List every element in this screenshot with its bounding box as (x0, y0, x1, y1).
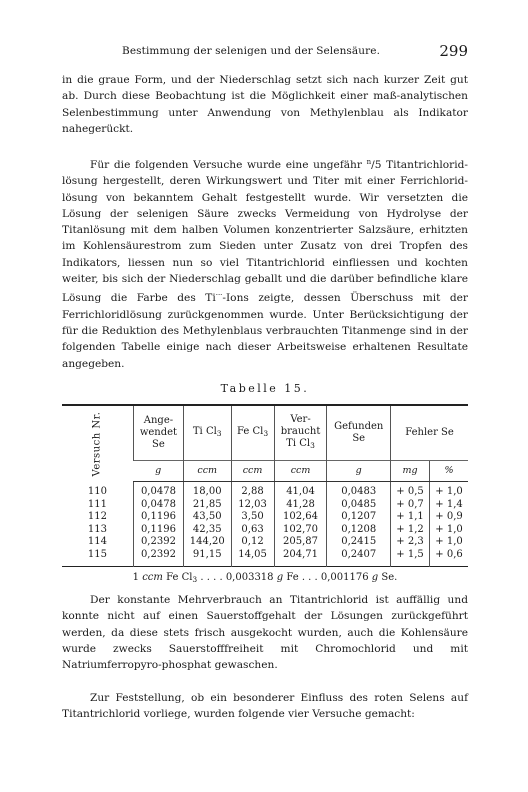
table-title: Tabelle 15. (220, 382, 310, 395)
cell: 14,05 (231, 549, 274, 566)
cell: + 2,3 (391, 536, 430, 549)
cell: 91,15 (183, 549, 231, 566)
cell: 0,2392 (133, 536, 183, 549)
cell: 3,50 (231, 511, 274, 524)
unit-ticl3: ccm (183, 461, 231, 482)
cell: + 0,9 (430, 511, 468, 524)
cell: 43,50 (183, 511, 231, 524)
fraction-denominator: /5 (371, 159, 382, 171)
cell: 21,85 (183, 499, 231, 512)
cell: 41,04 (274, 482, 327, 499)
cell: 42,35 (183, 524, 231, 537)
table-15 (62, 404, 468, 567)
unit-fecl3: ccm (231, 461, 274, 482)
cell: 0,0478 (133, 499, 183, 512)
table-row (62, 511, 468, 524)
cell: 0,1196 (133, 511, 183, 524)
cell: 0,0485 (327, 499, 391, 512)
cell: 2,88 (231, 482, 274, 499)
unit-gefunden: g (327, 461, 391, 482)
cell: 113 (87, 523, 107, 535)
running-title: Bestimmung der selenigen und der Selensäure. (122, 45, 381, 57)
paragraph-3: Der konstante Mehrverbrauch an Titantrichlorid ist auffällig und konnte nicht auf einen Sauerstoffgehalt der Lösungen zurückgeführt werden, da diese stets frisch ausgekocht wurden, auch die Kohlensäure wurde zwecks Sauerstofffreiheit mit Chromochlorid und mit Natriumferropyro-phosphat gewaschen. (62, 594, 468, 672)
cell: 0,0478 (133, 482, 183, 499)
unit-angewendet: g (133, 461, 183, 482)
table-row (62, 482, 468, 499)
paragraph-1: in die graue Form, und der Niederschlag setzt sich nach kurzer Zeit gut ab. Durch diese Beobachtung ist die Möglichkeit einer maß-analytischen Selenbestimmung unter Anwendung von Methylenblau als Indikator nahegerückt. (62, 74, 468, 135)
results-table (62, 404, 468, 567)
col-header-fecl3: Fe $Cl_3$ (231, 405, 274, 461)
cell: 0,0483 (327, 482, 391, 499)
cell: 0,2392 (133, 549, 183, 566)
paragraph-2 (62, 154, 468, 372)
cell: + 1,1 (391, 511, 430, 524)
cell: + 0,7 (391, 499, 430, 512)
table-footnote: 1 ccm Fe $Cl_3$ . . . . 0,003318 g Fe . . . 0,001176 g Se. (132, 572, 398, 584)
col-header-versuch: Versuch Nr. (91, 411, 103, 477)
cell: 0,1196 (133, 524, 183, 537)
cell: 111 (87, 498, 107, 510)
col-header-ticl3: Ti $Cl_3$ (183, 405, 231, 461)
unit-fehler-percent: % (430, 461, 468, 482)
cell: 0,2407 (327, 549, 391, 566)
cell: 115 (87, 548, 107, 560)
cell: 102,70 (274, 524, 327, 537)
cell: 41,28 (274, 499, 327, 512)
table-row (62, 524, 468, 537)
cell: 0,1208 (327, 524, 391, 537)
cell: + 1,0 (430, 482, 468, 499)
col-header-gefunden: Gefunden Se (327, 405, 391, 461)
paragraph-4: Zur Feststellung, ob ein besonderer Einfluss des roten Selens auf Titantrichlorid vorliege, wurden folgende vier Versuche gemacht: (62, 692, 468, 721)
cell: + 0,5 (391, 482, 430, 499)
paragraph-2-text-c: -Ions zeigte, dessen Überschuss mit der Ferrichloridlösung zurückgenommen wurde. Unter Berücksichtigung der für die Reduktion des Methylenblaus verbrauchten Titanmenge sind in der folgenden Tabelle einige nach dieser Arbeitsweise erhaltenen Resultate angegeben. (62, 292, 468, 370)
cell: 112 (87, 511, 107, 523)
unit-verbraucht: ccm (274, 461, 327, 482)
col-header-angewendet: Ange- wendet Se (133, 405, 183, 461)
cell: 12,03 (231, 499, 274, 512)
col-header-verbraucht: Ver- braucht Ti $Cl_3$ (274, 405, 327, 461)
page-number: 299 (439, 42, 468, 60)
cell: + 1,4 (430, 499, 468, 512)
table-row (62, 536, 468, 549)
cell: + 0,6 (430, 549, 468, 566)
cell: 204,71 (274, 549, 327, 566)
paragraph-2-text-b: Titantrichlorid-lösung hergestellt, deren Wirkungswert und Titer mit einer Ferrichlorid-lösung von bekanntem Gehalt festgestellt wurde. Wir versetzten die Lösung der selenigen Säure zwecks Vermeidung von Hydrolyse der Titanlösung mit dem halben Volumen konzentrierter Salzsäure, erhitzten im Kohlensäurestrom zum Sieden unter Zusatz von drei Tropfen des Indikators, liessen nun so viel Titantrichlorid einfliessen und kochten weiter, bis sich der Niederschlag geballt und die darüber befindliche klare Lösung die Farbe des Ti (62, 159, 468, 305)
cell: + 1,0 (430, 536, 468, 549)
table-row (62, 549, 468, 566)
cell: + 1,5 (391, 549, 430, 566)
cell: + 1,2 (391, 524, 430, 537)
running-header (62, 42, 468, 60)
cell: 102,64 (274, 511, 327, 524)
fraction-numerator: n (366, 158, 372, 166)
cell: 110 (87, 485, 107, 497)
paragraph-2-text-a: Für die folgenden Versuche wurde eine ungefähr (90, 159, 367, 171)
cell: 0,12 (231, 536, 274, 549)
cell: 0,63 (231, 524, 274, 537)
cell: 144,20 (183, 536, 231, 549)
cell: 205,87 (274, 536, 327, 549)
ion-charge: ··· (215, 291, 223, 300)
cell: 114 (87, 536, 107, 548)
cell: 0,2415 (327, 536, 391, 549)
table-row (62, 499, 468, 512)
unit-fehler-mg: mg (391, 461, 430, 482)
cell: 18,00 (183, 482, 231, 499)
cell: 0,1207 (327, 511, 391, 524)
col-header-fehler: Fehler Se (391, 405, 468, 461)
cell: + 1,0 (430, 524, 468, 537)
